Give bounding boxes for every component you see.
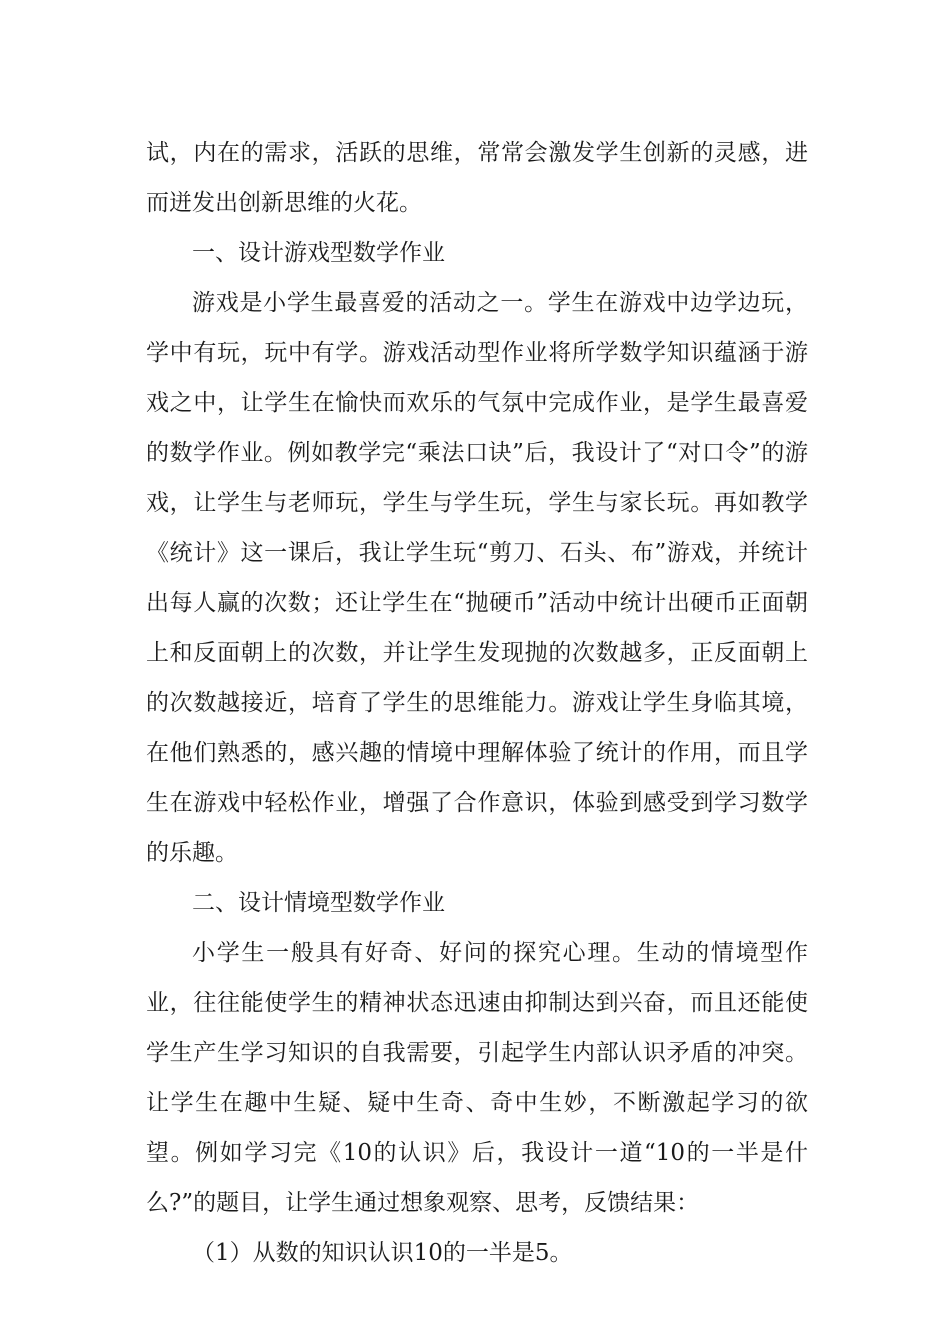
document-body bbox=[146, 128, 808, 1278]
list-item-1: （1）从数的知识认识10的一半是5。 bbox=[192, 1240, 573, 1266]
paragraph-continuation: 试，内在的需求，活跃的思维，常常会激发学生创新的灵感，进而迸发出创新思维的火花。 bbox=[146, 140, 808, 216]
section-heading-situation: 二、设计情境型数学作业 bbox=[192, 890, 445, 916]
paragraph-situation: 小学生一般具有好奇、好问的探究心理。生动的情境型作业，往往能使学生的精神状态迅速由抑制达到兴奋，而且还能使学生产生学习知识的自我需要，引起学生内部认识矛盾的冲突。让学生在趣中生疑、疑中生奇、奇中生妙，不断激起学习的欲望。例如学习完《10的认识》后，我设计一道“10的一半是什么?”的题目，让学生通过想象观察、思考，反馈结果： bbox=[146, 940, 808, 1216]
section-heading-game: 一、设计游戏型数学作业 bbox=[192, 240, 445, 266]
paragraph-game: 游戏是小学生最喜爱的活动之一。学生在游戏中边学边玩，学中有玩，玩中有学。游戏活动型作业将所学数学知识蕴涵于游戏之中，让学生在愉快而欢乐的气氛中完成作业，是学生最喜爱的数学作业。例如教学完“乘法口诀”后，我设计了“对口令”的游戏，让学生与老师玩，学生与学生玩，学生与家长玩。再如教学《统计》这一课后，我让学生玩“剪刀、石头、布”游戏，并统计出每人赢的次数；还让学生在“抛硬币”活动中统计出硬币正面朝上和反面朝上的次数，并让学生发现抛的次数越多，正反面朝上的次数越接近，培育了学生的思维能力。游戏让学生身临其境，在他们熟悉的，感兴趣的情境中理解体验了统计的作用，而且学生在游戏中轻松作业，增强了合作意识，体验到感受到学习数学的乐趣。 bbox=[146, 290, 808, 866]
